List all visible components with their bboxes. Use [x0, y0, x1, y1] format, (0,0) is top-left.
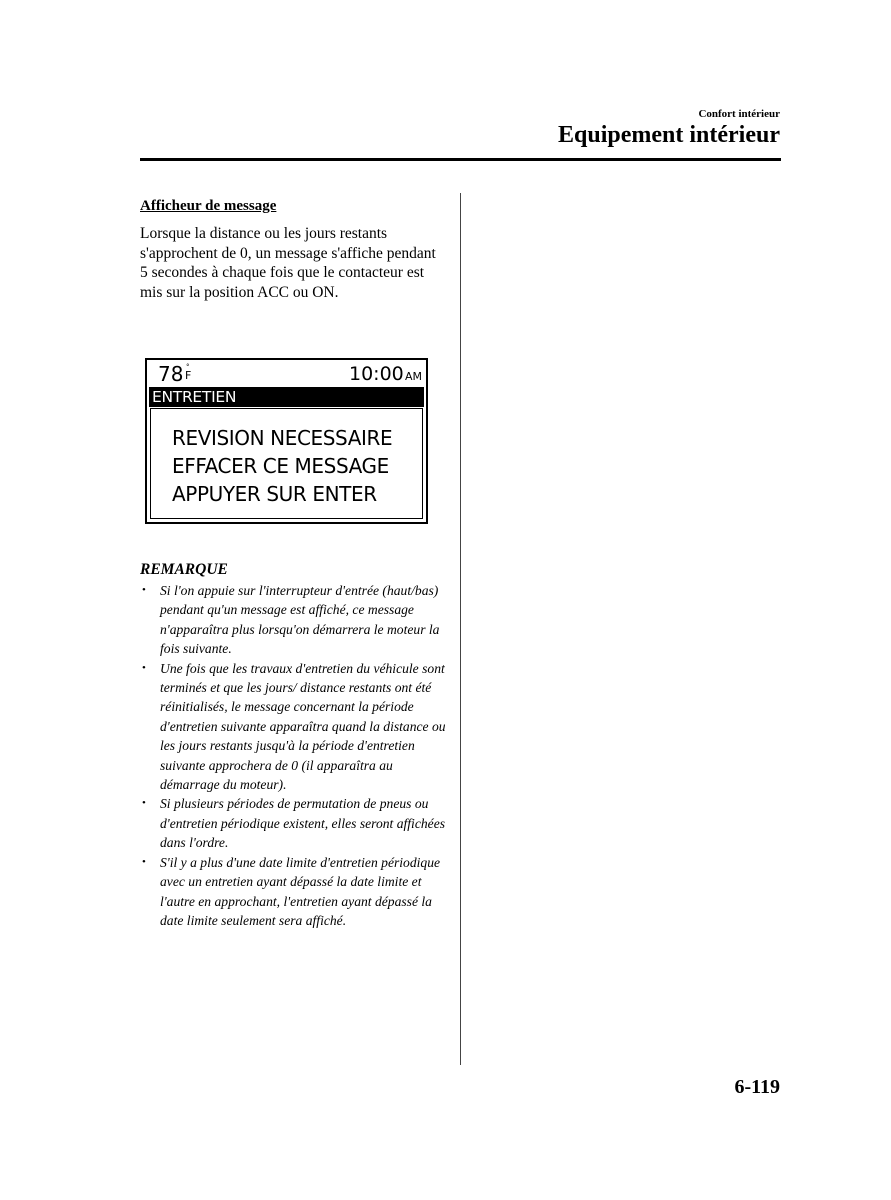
note-text: Si plusieurs périodes de permutation de pneus ou d'entretien périodique existent, elles seront affichées dans l'ordre. [160, 796, 446, 851]
display-message-line: EFFACER CE MESSAGE [172, 454, 389, 478]
message-display-illustration [145, 358, 428, 524]
note-title: REMARQUE [140, 561, 228, 578]
bullet-icon: • [142, 584, 146, 596]
note-item [140, 794, 450, 852]
note-list [140, 581, 450, 930]
display-message-line: REVISION NECESSAIRE [172, 426, 393, 450]
note-text: Si l'on appuie sur l'interrupteur d'entrée (haut/bas) pendant qu'un message est affiché, ce message n'apparaîtra plus lorsqu'on démarrera le moteur la fois suivante. [160, 583, 440, 657]
display-temperature-unit: F [185, 369, 192, 382]
body-paragraph: Lorsque la distance ou les jours restants s'approchent de 0, un message s'affiche pendant 5 secondes à chaque fois que le contacteur est mis sur la position ACC ou ON. [140, 225, 436, 301]
section-heading: Afficheur de message [140, 198, 277, 214]
header-rule [140, 158, 781, 161]
note-text: Une fois que les travaux d'entretien du véhicule sont terminés et que les jours/ distance restants ont été réinitialisés, le message concernant la période d'entretien suivante apparaîtra quand la distance ou les jours restants jusqu'à la période d'entretien suivante approchera de 0 (il apparaîtra au démarrage du moteur). [160, 660, 446, 793]
display-degree-symbol: ° [186, 363, 190, 371]
note-item [140, 581, 450, 659]
display-temperature: 78 [158, 362, 184, 386]
note-item [140, 659, 450, 795]
column-divider [460, 193, 461, 1065]
display-message-line: APPUYER SUR ENTER [172, 482, 377, 506]
display-category-bar: ENTRETIEN [149, 387, 424, 407]
display-ampm: AM [405, 370, 423, 383]
note-text: S'il y a plus d'une date limite d'entretien périodique avec un entretien ayant dépassé la date limite et l'autre en approchant, l'entretien ayant dépassé la date limite seulement sera affiché. [160, 854, 441, 928]
note-item [140, 853, 450, 931]
bullet-icon: • [142, 661, 146, 674]
page-number: 6-119 [734, 1076, 780, 1098]
page-title: Equipement intérieur [558, 122, 780, 148]
display-time: 10:00 [349, 363, 404, 385]
bullet-icon: • [142, 855, 146, 868]
bullet-icon: • [142, 797, 146, 810]
section-label: Confort intérieur [698, 108, 780, 120]
